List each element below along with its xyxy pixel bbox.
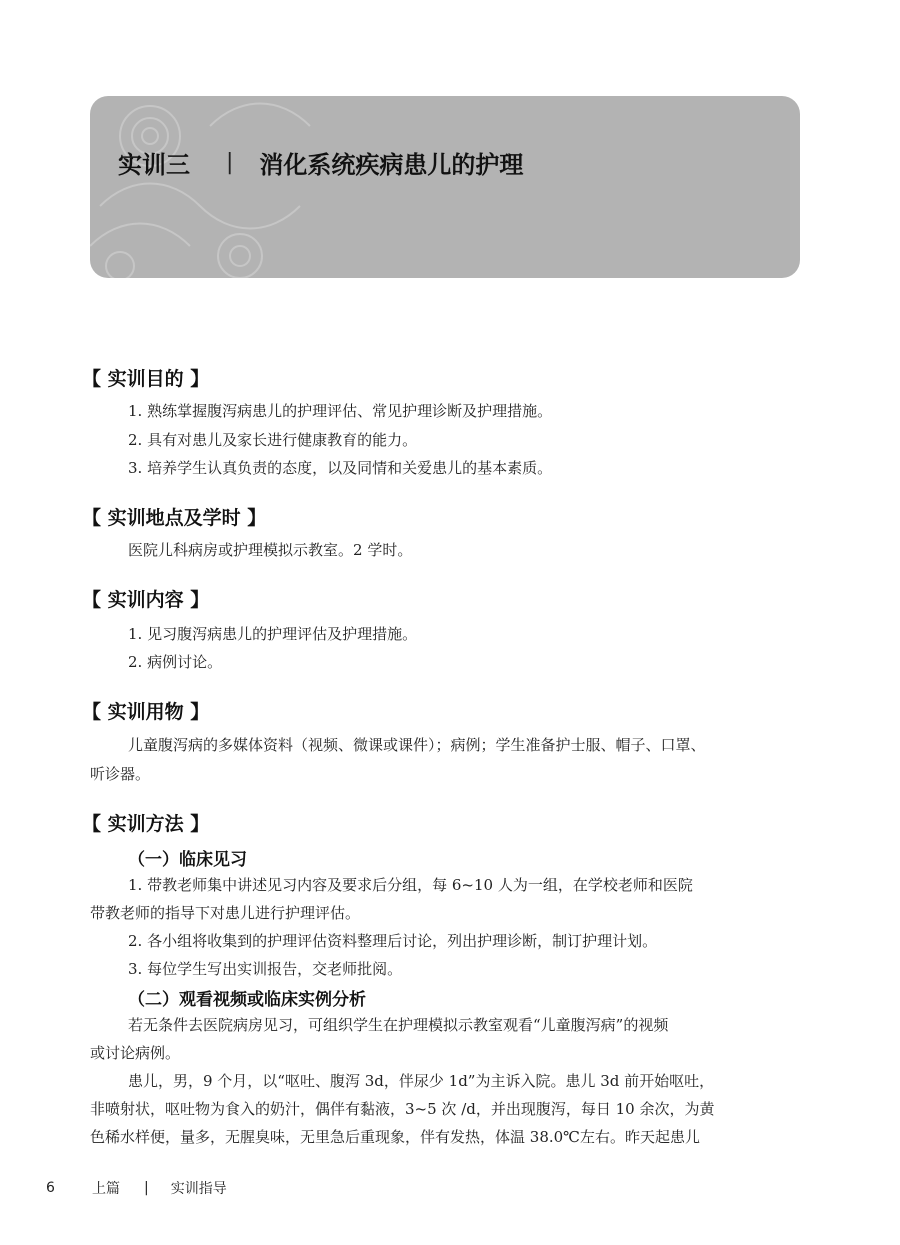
footer-part: 上篇: [92, 1181, 120, 1197]
section-heading-objective: 【 实训目的 】: [82, 368, 210, 390]
case-line: 或讨论病例。: [90, 1044, 181, 1062]
method-line: 带教老师的指导下对患儿进行护理评估。: [90, 904, 361, 922]
case-line: 患儿，男，9 个月，以“呕吐、腹泻 3d，伴尿少 1d”为主诉入院。患儿 3d 前开始呕吐，: [128, 1072, 715, 1090]
chapter-label: 实训三: [118, 150, 190, 179]
method-line: 2. 各小组将收集到的护理评估资料整理后讨论，列出护理诊断，制订护理计划。: [128, 932, 658, 950]
page-number: 6: [46, 1180, 55, 1196]
method-subheading-clinical: （一）临床见习: [128, 850, 247, 870]
method-line: 3. 每位学生写出实训报告，交老师批阅。: [128, 960, 403, 978]
case-line: 色稀水样便，量多，无腥臭味，无里急后重现象，伴有发热，体温 38.0℃左右。昨天起患儿: [90, 1128, 700, 1146]
materials-line: 听诊器。: [90, 765, 151, 783]
page-footer: [46, 1178, 227, 1198]
location-text: 医院儿科病房或护理模拟示教室。2 学时。: [128, 541, 413, 559]
footer-section: 实训指导: [170, 1181, 227, 1197]
objective-item: 2. 具有对患儿及家长进行健康教育的能力。: [128, 431, 418, 449]
materials-line: 儿童腹泻病的多媒体资料（视频、微课或课件）；病例；学生准备护士服、帽子、口罩、: [128, 736, 706, 754]
chapter-separator: |: [226, 149, 234, 175]
chapter-name: 消化系统疾病患儿的护理: [259, 150, 524, 179]
section-heading-method: 【 实训方法 】: [82, 813, 210, 835]
content-item: 2. 病例讨论。: [128, 653, 223, 671]
section-heading-materials: 【 实训用物 】: [82, 701, 210, 723]
floral-pattern-decoration: [90, 96, 800, 278]
footer-separator: |: [144, 1180, 149, 1196]
chapter-banner: [90, 96, 800, 278]
objective-item: 1. 熟练掌握腹泻病患儿的护理评估、常见护理诊断及护理措施。: [128, 402, 553, 420]
method-line: 1. 带教老师集中讲述见习内容及要求后分组，每 6~10 人为一组，在学校老师和医院: [128, 876, 693, 894]
objective-item: 3. 培养学生认真负责的态度，以及同情和关爱患儿的基本素质。: [128, 459, 553, 477]
section-heading-content: 【 实训内容 】: [82, 589, 210, 611]
case-line: 非喷射状，呕吐物为食入的奶汁，偶伴有黏液，3~5 次 /d，并出现腹泻，每日 10 余次，为黄: [90, 1100, 715, 1118]
section-heading-location: 【 实训地点及学时 】: [82, 507, 267, 529]
chapter-title: [118, 146, 523, 178]
content-item: 1. 见习腹泻病患儿的护理评估及护理措施。: [128, 625, 418, 643]
case-line: 若无条件去医院病房见习，可组织学生在护理模拟示教室观看“儿童腹泻病”的视频: [128, 1016, 669, 1034]
method-subheading-video: （二）观看视频或临床实例分析: [128, 990, 366, 1010]
